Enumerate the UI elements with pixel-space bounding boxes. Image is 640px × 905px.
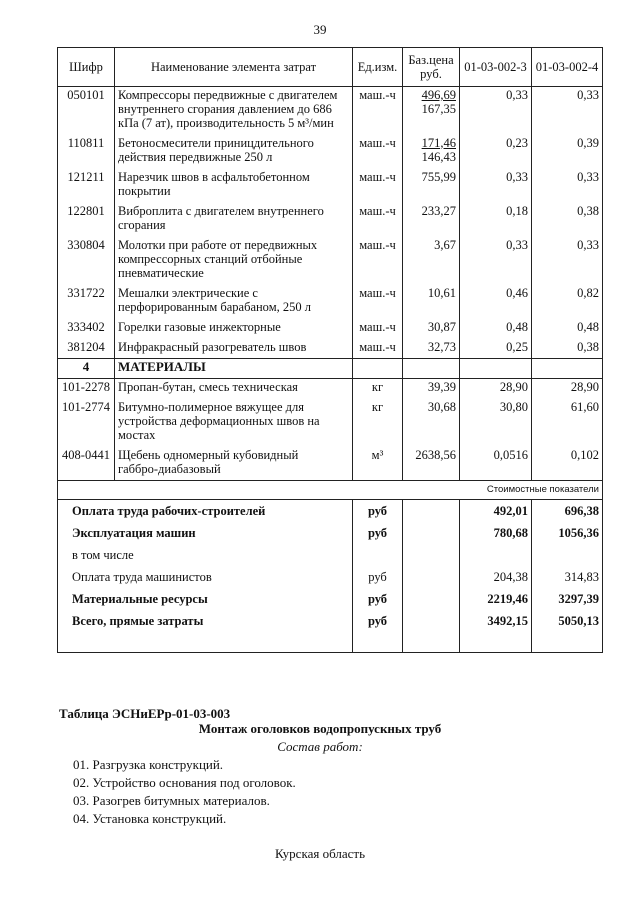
table-end-cell — [58, 632, 353, 653]
table-end-cell — [532, 632, 603, 653]
total-label: Всего, прямые затраты — [58, 610, 353, 632]
total-label: Оплата труда рабочих-строителей — [58, 500, 353, 523]
row-price — [403, 319, 460, 339]
row-name-line: компрессорных станций отбойные — [118, 251, 303, 266]
row-code: 101-2774 — [58, 399, 115, 447]
total-value-norm-3: 492,01 — [460, 500, 532, 523]
row-name — [115, 237, 353, 285]
row-unit: маш.-ч — [353, 285, 403, 319]
table-row — [58, 237, 603, 285]
total-unit — [353, 544, 403, 566]
row-value-norm-3: 0,33 — [460, 87, 532, 135]
row-price — [403, 399, 460, 447]
row-price-line: 3,67 — [434, 237, 456, 252]
total-label: в том числе — [58, 544, 353, 566]
total-value-norm-4: 5050,13 — [532, 610, 603, 632]
row-price-line: 39,39 — [427, 380, 456, 394]
row-name-line: Инфракрасный разогреватель швов — [118, 339, 307, 354]
row-value-norm-4: 0,33 — [532, 169, 603, 203]
total-empty-cell — [403, 522, 460, 544]
row-name — [115, 447, 353, 481]
table-row — [58, 319, 603, 339]
row-value-norm-3: 0,33 — [460, 169, 532, 203]
table-end-cell — [353, 632, 403, 653]
row-price — [403, 87, 460, 135]
row-name-line: перфорированным барабаном, 250 л — [118, 299, 311, 314]
row-name-line: Битумно-полимерное вяжущее для — [118, 399, 305, 414]
total-unit: руб — [353, 610, 403, 632]
row-value-norm-4: 0,48 — [532, 319, 603, 339]
row-code: 331722 — [58, 285, 115, 319]
section-title: МАТЕРИАЛЫ — [115, 359, 353, 379]
row-name — [115, 285, 353, 319]
row-code: 381204 — [58, 339, 115, 359]
region-footer: Курская область — [274, 846, 365, 861]
row-price-line: 146,43 — [421, 149, 456, 164]
row-code: 121211 — [58, 169, 115, 203]
section-empty-cell — [403, 359, 460, 379]
total-unit: руб — [353, 588, 403, 610]
row-value-norm-4: 61,60 — [532, 399, 603, 447]
total-row — [58, 500, 603, 523]
row-name-line: покрытии — [118, 183, 171, 198]
section-row — [58, 359, 603, 379]
table-end-cell — [460, 632, 532, 653]
row-name — [115, 169, 353, 203]
row-price-line: 10,61 — [427, 285, 456, 300]
row-unit: маш.-ч — [353, 203, 403, 237]
row-value-norm-3: 0,25 — [460, 339, 532, 359]
row-name-line: Компрессоры передвижные с двигателем — [118, 88, 338, 102]
total-row — [58, 566, 603, 588]
row-value-norm-3: 0,23 — [460, 135, 532, 169]
row-value-norm-4: 0,39 — [532, 135, 603, 169]
row-value-norm-3: 0,0516 — [460, 447, 532, 481]
col-header-name: Наименование элемента затрат — [115, 48, 353, 87]
total-label: Эксплуатация машин — [58, 522, 353, 544]
col-header-price: Баз.цена руб. — [403, 48, 460, 87]
row-value-norm-4: 0,38 — [532, 339, 603, 359]
row-price-line: 167,35 — [421, 102, 456, 116]
table-row — [58, 399, 603, 447]
table-end-cell — [403, 632, 460, 653]
works-item: 02. Устройство основания под оголовок. — [73, 775, 296, 790]
col-header-norm-3: 01-03-002-3 — [460, 48, 532, 87]
row-unit: маш.-ч — [353, 87, 403, 135]
total-value-norm-4: 314,83 — [532, 566, 603, 588]
row-unit: кг — [353, 379, 403, 399]
section-code: 4 — [58, 359, 115, 379]
row-price — [403, 169, 460, 203]
row-name — [115, 379, 353, 399]
row-name-line: кПа (7 ат), производительность 5 м³/мин — [118, 116, 334, 130]
table-row — [58, 169, 603, 203]
row-name-line: внутреннего сгорания давлением до 686 — [118, 102, 332, 116]
row-code: 110811 — [58, 135, 115, 169]
table-header — [58, 48, 603, 87]
row-name-line: Горелки газовые инжекторные — [118, 319, 281, 334]
total-empty-cell — [403, 610, 460, 632]
table-title: Таблица ЭСНиЕРр-01-03-003 — [59, 706, 231, 721]
section-empty-cell — [460, 359, 532, 379]
works-label: Состав работ: — [277, 739, 363, 754]
table-body — [58, 87, 603, 653]
total-unit: руб — [353, 500, 403, 523]
row-price-line: 755,99 — [421, 169, 456, 184]
total-row — [58, 610, 603, 632]
work-title: Монтаж оголовков водопропускных труб — [198, 721, 442, 736]
works-item: 04. Установка конструкций. — [73, 811, 227, 826]
row-name-line: Молотки при работе от передвижных — [118, 237, 318, 252]
table-end-row — [58, 632, 603, 653]
row-name-line: устройства деформационных швов на — [118, 413, 320, 428]
row-unit: маш.-ч — [353, 339, 403, 359]
total-value-norm-4: 696,38 — [532, 500, 603, 523]
total-value-norm-3 — [460, 544, 532, 566]
total-empty-cell — [403, 566, 460, 588]
row-price-line: 496,69 — [421, 88, 456, 102]
col-header-unit: Ед.изм. — [353, 48, 403, 87]
total-value-norm-4: 1056,36 — [532, 522, 603, 544]
works-list — [73, 756, 296, 828]
row-name-line: Мешалки электрические с — [118, 285, 258, 300]
row-code: 408-0441 — [58, 447, 115, 481]
row-code: 050101 — [58, 87, 115, 135]
row-price — [403, 339, 460, 359]
total-label: Материальные ресурсы — [58, 588, 353, 610]
row-value-norm-3: 0,48 — [460, 319, 532, 339]
cost-caption-row — [58, 481, 603, 500]
row-value-norm-3: 28,90 — [460, 379, 532, 399]
total-row — [58, 588, 603, 610]
row-price — [403, 379, 460, 399]
table-row — [58, 135, 603, 169]
row-value-norm-3: 0,18 — [460, 203, 532, 237]
works-item: 01. Разгрузка конструкций. — [73, 757, 224, 772]
row-unit: м³ — [353, 447, 403, 481]
total-label: Оплата труда машинистов — [58, 566, 353, 588]
row-price-line: 2638,56 — [415, 447, 456, 462]
total-unit: руб — [353, 522, 403, 544]
row-name — [115, 87, 353, 135]
total-empty-cell — [403, 588, 460, 610]
row-value-norm-4: 28,90 — [532, 379, 603, 399]
total-value-norm-3: 2219,46 — [460, 588, 532, 610]
row-price — [403, 203, 460, 237]
row-name-line: мостах — [118, 427, 156, 442]
row-code: 122801 — [58, 203, 115, 237]
row-code: 101-2278 — [58, 379, 115, 399]
col-header-norm-4: 01-03-002-4 — [532, 48, 603, 87]
row-price — [403, 447, 460, 481]
row-value-norm-4: 0,102 — [532, 447, 603, 481]
row-name-line: действия передвижные 250 л — [118, 149, 273, 164]
row-name — [115, 203, 353, 237]
row-value-norm-4: 0,33 — [532, 237, 603, 285]
row-unit: маш.-ч — [353, 237, 403, 285]
row-name-line: Бетоносмесители приницдительного — [118, 135, 314, 150]
row-name-line: Нарезчик швов в асфальтобетонном — [118, 169, 310, 184]
total-value-norm-3: 780,68 — [460, 522, 532, 544]
table-row — [58, 87, 603, 135]
cost-caption: Стоимостные показатели — [58, 481, 603, 500]
row-unit: маш.-ч — [353, 319, 403, 339]
row-name-line: габбро-диабазовый — [118, 461, 221, 476]
row-name-line: Щебень одномерный кубовидный — [118, 447, 299, 462]
col-header-code: Шифр — [58, 48, 115, 87]
total-row — [58, 522, 603, 544]
row-unit: маш.-ч — [353, 135, 403, 169]
row-value-norm-3: 0,46 — [460, 285, 532, 319]
table-row — [58, 379, 603, 399]
row-price-line: 30,87 — [427, 319, 456, 334]
row-value-norm-4: 0,82 — [532, 285, 603, 319]
row-name-line: пневматические — [118, 265, 204, 280]
table-row — [58, 285, 603, 319]
row-name — [115, 399, 353, 447]
total-value-norm-4 — [532, 544, 603, 566]
row-name — [115, 135, 353, 169]
row-code: 330804 — [58, 237, 115, 285]
row-value-norm-3: 30,80 — [460, 399, 532, 447]
section-empty-cell — [353, 359, 403, 379]
row-price-line: 171,46 — [421, 135, 456, 150]
total-row — [58, 544, 603, 566]
row-value-norm-3: 0,33 — [460, 237, 532, 285]
total-value-norm-3: 3492,15 — [460, 610, 532, 632]
cost-table — [57, 47, 603, 653]
table-row — [58, 339, 603, 359]
page-number: 39 — [313, 22, 327, 37]
row-price-line: 32,73 — [427, 339, 456, 354]
row-name-line: Пропан-бутан, смесь техническая — [118, 380, 298, 394]
row-price — [403, 237, 460, 285]
total-value-norm-4: 3297,39 — [532, 588, 603, 610]
row-unit: маш.-ч — [353, 169, 403, 203]
row-name-line: сгорания — [118, 217, 166, 232]
table-row — [58, 203, 603, 237]
row-code: 333402 — [58, 319, 115, 339]
row-name — [115, 339, 353, 359]
section-empty-cell — [532, 359, 603, 379]
row-price-line: 30,68 — [427, 399, 456, 414]
row-value-norm-4: 0,38 — [532, 203, 603, 237]
row-value-norm-4: 0,33 — [532, 87, 603, 135]
total-empty-cell — [403, 500, 460, 523]
row-name — [115, 319, 353, 339]
total-value-norm-3: 204,38 — [460, 566, 532, 588]
row-price-line: 233,27 — [421, 203, 456, 218]
total-empty-cell — [403, 544, 460, 566]
row-name-line: Виброплита с двигателем внутреннего — [118, 203, 324, 218]
works-item: 03. Разогрев битумных материалов. — [73, 793, 270, 808]
row-price — [403, 135, 460, 169]
row-price — [403, 285, 460, 319]
row-unit: кг — [353, 399, 403, 447]
total-unit: руб — [353, 566, 403, 588]
table-row — [58, 447, 603, 481]
